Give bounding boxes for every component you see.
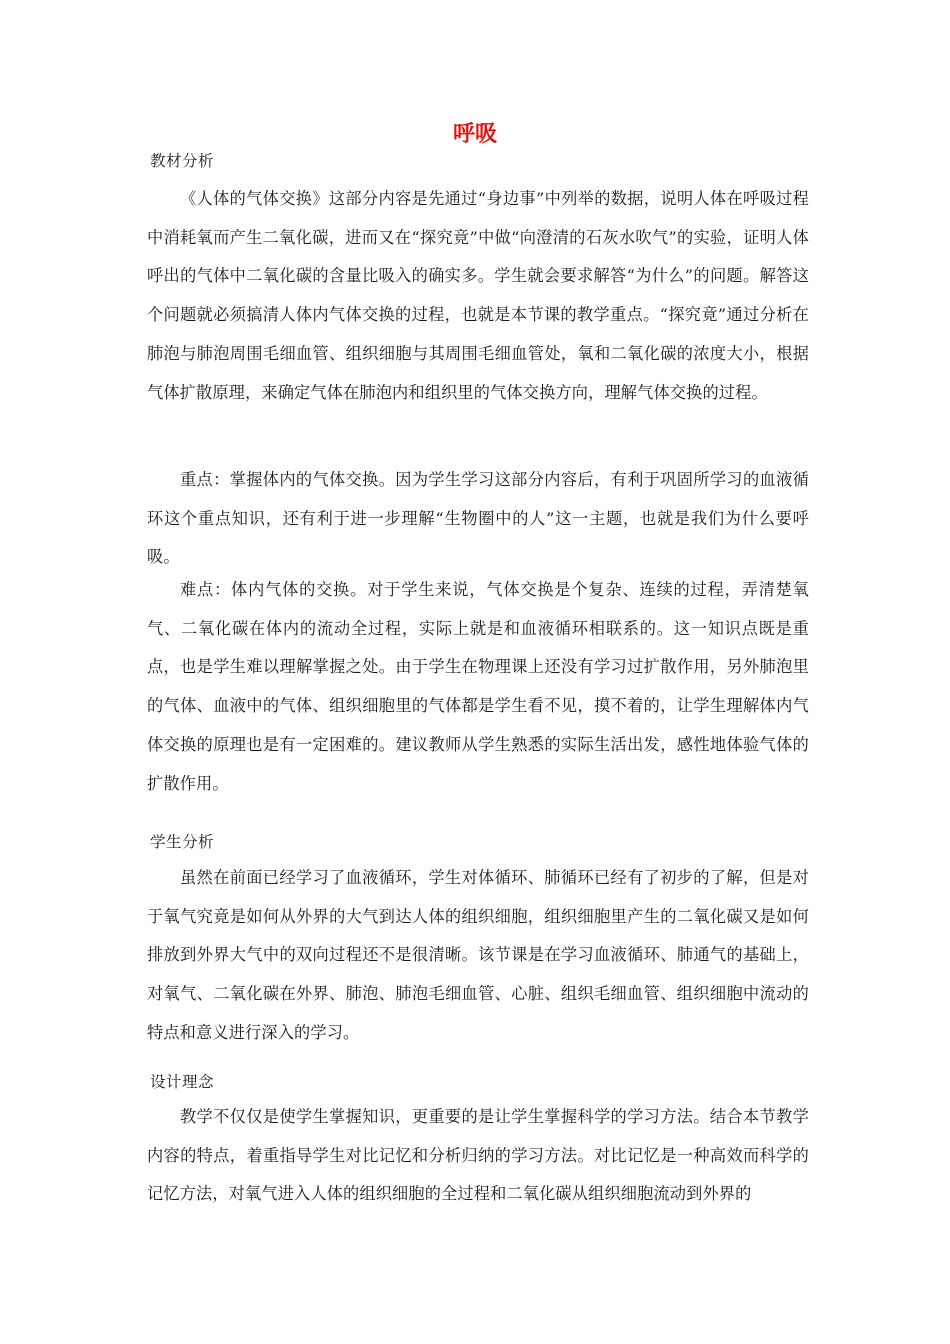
paragraph-key-point: 重点：掌握体内的气体交换。因为学生学习这部分内容后，有利于巩固所学习的血液循环这个重点知识，还有利于进一步理解“生物圈中的人”这一主题，也就是我们为什么要呼吸。 xyxy=(147,470,809,567)
paragraph-textbook-analysis-intro: 《人体的气体交换》这部分内容是先通过“身边事”中列举的数据，说明人体在呼吸过程中消耗氧而产生二氧化碳，进而又在“探究竟”中做“向澄清的石灰水吹气”的实验，证明人体呼出的气体中二氧化碳的含量比吸入的确实多。学生就会要求解答“为什么”的问题。解答这个问题就必须搞清人体内气体交换的过程，也就是本节课的教学重点。“探究竟”通过分析在肺泡与肺泡周围毛细血管、组织细胞与其周围毛细血管处，氧和二氧化碳的浓度大小，根据气体扩散原理，来确定气体在肺泡内和组织里的气体交换方向，理解气体交换的过程。 xyxy=(147,189,809,402)
paragraph-student-analysis: 虽然在前面已经学习了血液循环，学生对体循环、肺循环已经有了初步的了解，但是对于氧气究竟是如何从外界的大气到达人体的组织细胞，组织细胞里产生的二氧化碳又是如何排放到外界大气中的双向过程还不是很清晰。该节课是在学习血液循环、肺通气的基础上，对氧气、二氧化碳在外界、肺泡、肺泡毛细血管、心脏、组织毛细血管、组织细胞中流动的特点和意义进行深入的学习。 xyxy=(147,868,809,1042)
section-heading-student-analysis: 学生分析 xyxy=(150,833,215,851)
section-heading-textbook-analysis: 教材分析 xyxy=(150,152,215,170)
paragraph-design-concept: 教学不仅仅是使学生掌握知识，更重要的是让学生掌握科学的学习方法。结合本节教学内容的特点，着重指导学生对比记忆和分析归纳的学习方法。对比记忆是一种高效而科学的记忆方法，对氧气进入人体的组织细胞的全过程和二氧化碳从组织细胞流动到外界的 xyxy=(147,1107,809,1204)
paragraph-difficult-point: 难点：体内气体的交换。对于学生来说，气体交换是个复杂、连续的过程，弄清楚氧气、二氧化碳在体内的流动全过程，实际上就是和血液循环相联系的。这一知识点既是重点，也是学生难以理解掌握之处。由于学生在物理课上还没有学习过扩散作用，另外肺泡里的气体、血液中的气体、组织细胞里的气体都是学生看不见，摸不着的，让学生理解体内气体交换的原理也是有一定困难的。建议教师从学生熟悉的实际生活出发，感性地体验气体的扩散作用。 xyxy=(147,580,809,793)
section-heading-design-concept: 设计理念 xyxy=(150,1073,215,1091)
page-title: 呼吸 xyxy=(452,122,497,147)
